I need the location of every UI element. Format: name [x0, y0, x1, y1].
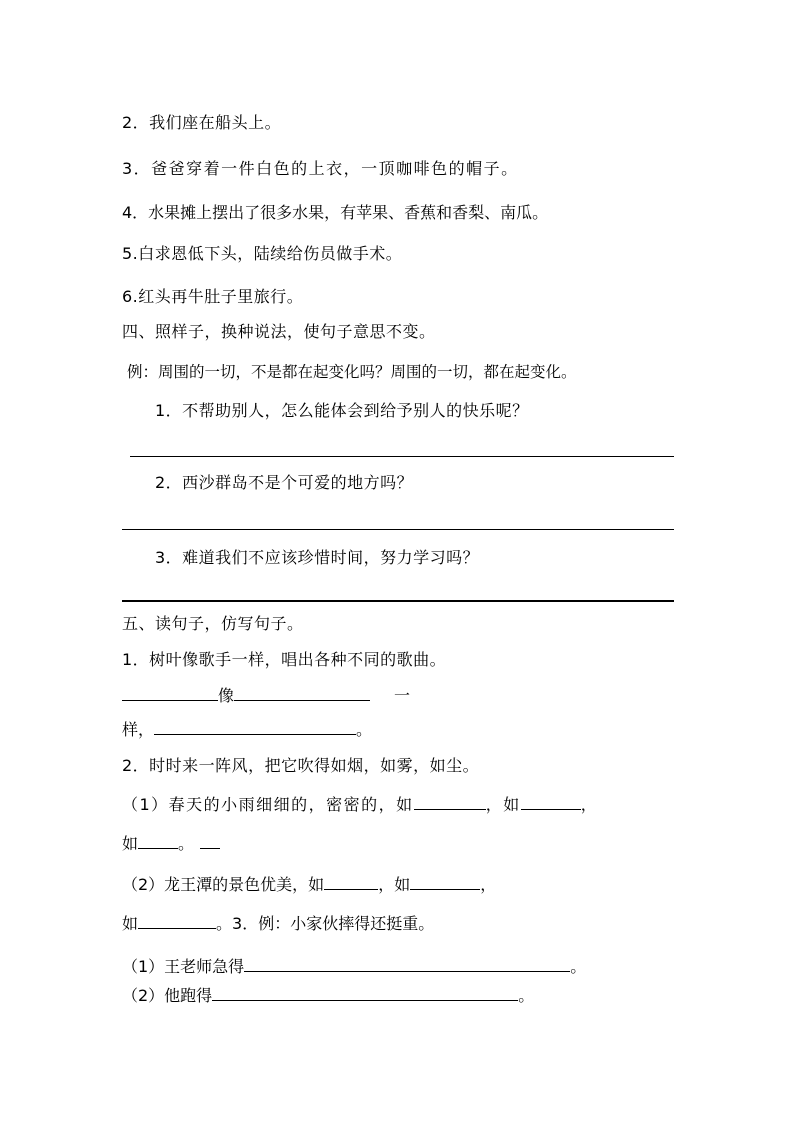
q3-sub1-text: （1）王老师急得: [122, 957, 245, 976]
q2-sub2-text: ，如: [378, 875, 411, 894]
q2-sub1-text: 。: [178, 834, 195, 853]
imitation-blank-line-2: [122, 720, 372, 740]
q2-sub1-text: ，: [580, 795, 599, 814]
section-5-heading: 五、读句子，仿写句子。: [122, 614, 304, 633]
blank-connector-like: 像: [218, 686, 235, 705]
q3-sub1-text: 。: [570, 957, 587, 976]
q3-sub2-text: 。: [518, 986, 535, 1005]
sentence-item-6: 6.红头再牛肚子里旅行。: [122, 287, 304, 306]
blank[interactable]: [244, 957, 570, 972]
q2-sub2-text: 。3．例：小家伙摔得还挺重。: [216, 914, 435, 933]
section-4-heading: 四、照样子，换种说法，使句子意思不变。: [122, 322, 436, 341]
blank[interactable]: [410, 875, 480, 890]
q2-sub2-text: ，: [480, 875, 497, 894]
q2-sub2-text: 如: [122, 914, 139, 933]
blank[interactable]: [324, 875, 378, 890]
q3-sub2-text: （2）他跑得: [122, 986, 213, 1005]
q3-sub1-line: [122, 957, 586, 977]
q2-sub2-text: （2）龙王潭的景色优美，如: [122, 875, 325, 894]
blank[interactable]: [154, 720, 356, 735]
blank-end-period: 。: [356, 720, 373, 739]
sentence-item-3: 3．爸爸穿着一件白色的上衣，一顶咖啡色的帽子。: [122, 159, 519, 178]
q2-sub2-line: [122, 875, 496, 895]
blank[interactable]: [138, 834, 178, 849]
q2-sub1-line: [122, 795, 598, 815]
answer-line-3[interactable]: [122, 600, 674, 602]
section-4-example: 例：周围的一切，不是都在起变化吗？周围的一切，都在起变化。: [127, 363, 577, 381]
blank[interactable]: [138, 914, 216, 929]
q2-sub1-text: （1）春天的小雨细细的，密密的，如: [122, 795, 414, 814]
blank[interactable]: [234, 686, 370, 701]
blank[interactable]: [414, 795, 486, 810]
blank[interactable]: [122, 686, 218, 701]
answer-line-1[interactable]: [130, 456, 674, 457]
blank-connector-yi: 一: [394, 686, 411, 705]
q2-sub1-continuation: [122, 834, 220, 854]
q2-sub2-continuation: [122, 914, 434, 934]
rewrite-question-2: 2．西沙群岛不是个可爱的地方吗？: [155, 473, 414, 492]
imitation-blank-line-1: [122, 686, 410, 706]
q2-sub1-text: 如: [122, 834, 139, 853]
imitation-question-2: 2．时时来一阵风，把它吹得如烟，如雾，如尘。: [122, 756, 480, 775]
sentence-item-5: 5.白求恩低下头，陆续给伤员做手术。: [122, 244, 403, 263]
blank-connector-yang: 样，: [122, 720, 155, 739]
q3-sub2-line: [122, 986, 534, 1006]
sentence-item-4: 4．水果摊上摆出了很多水果，有苹果、香蕉和香梨、南瓜。: [122, 203, 549, 222]
imitation-question-1: 1．树叶像歌手一样，唱出各种不同的歌曲。: [122, 650, 447, 669]
q2-sub1-text: ，如: [485, 795, 521, 814]
rewrite-question-1: 1．不帮助别人，怎么能体会到给予别人的快乐呢？: [155, 401, 529, 420]
rewrite-question-3: 3．难道我们不应该珍惜时间，努力学习吗？: [155, 548, 480, 567]
sentence-item-2: 2．我们座在船头上。: [122, 113, 282, 132]
answer-line-2[interactable]: [122, 529, 674, 530]
blank[interactable]: [212, 986, 518, 1001]
blank[interactable]: [200, 834, 220, 849]
blank[interactable]: [521, 795, 581, 810]
